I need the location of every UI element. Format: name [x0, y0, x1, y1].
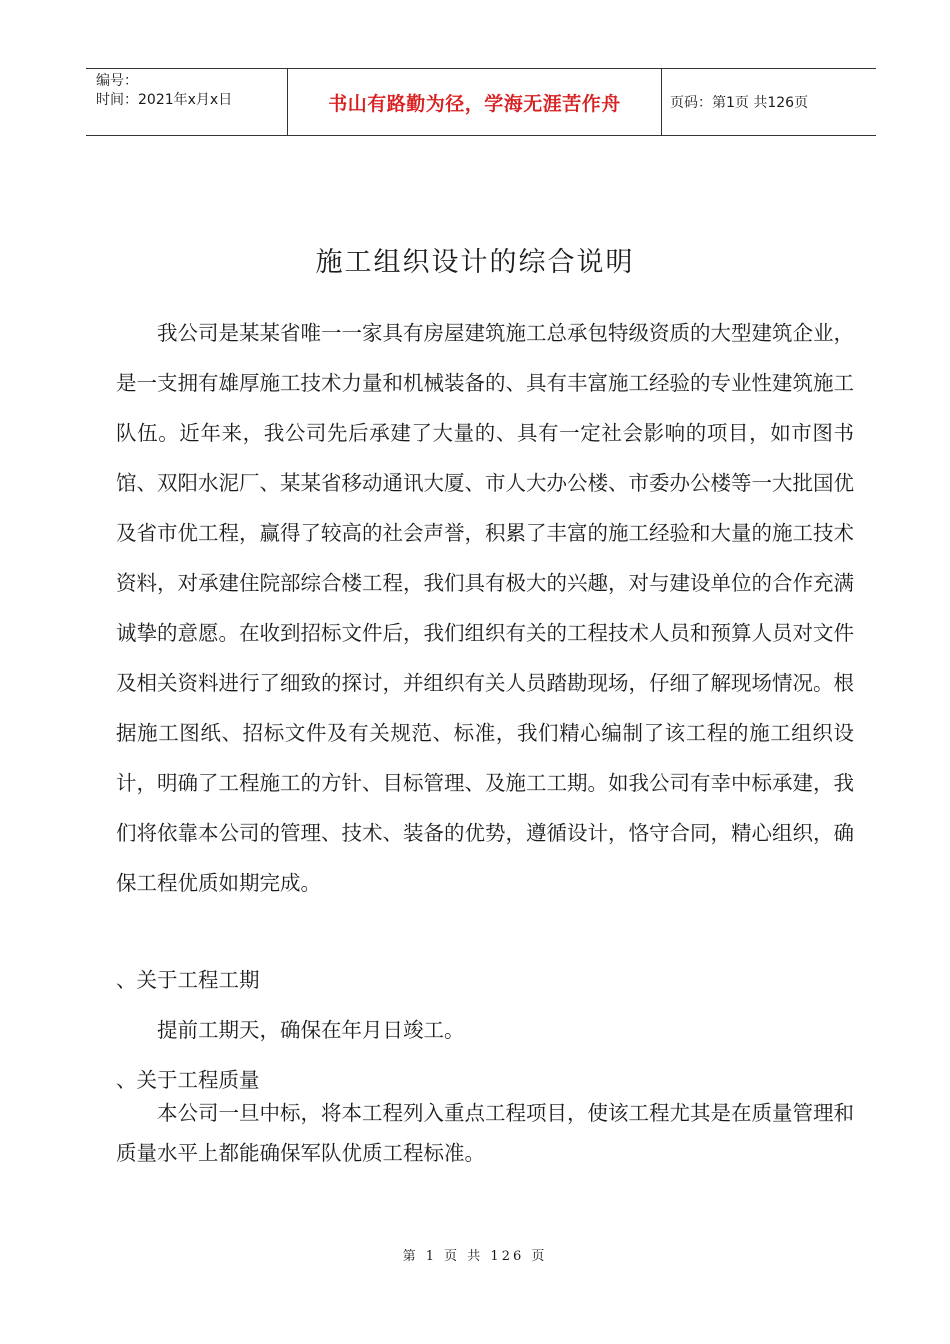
number-label: 编号： — [96, 73, 138, 89]
section-text-schedule: 提前工期天，确保在年月日竣工。 — [157, 1018, 465, 1042]
document-title: 施工组织设计的综合说明 — [315, 247, 635, 278]
time-label: 时间：2021年x月x日 — [96, 92, 233, 108]
page-number-cell — [662, 69, 876, 135]
page-footer: 第 1 页 共 126 页 — [402, 1249, 548, 1264]
header-info-cell — [86, 69, 288, 135]
section-heading-schedule: 、关于工程工期 — [116, 968, 260, 992]
section-text-quality: 本公司一旦中标，将本工程列入重点工程项目，使该工程尤其是在质量管理和质量水平上都能确保军队优质工程标准。 — [116, 1101, 854, 1165]
intro-paragraph: 我公司是某某省唯一一家具有房屋建筑施工总承包特级资质的大型建筑企业，是一支拥有雄厚施工技术力量和机械装备的、具有丰富施工经验的专业性建筑施工队伍。近年来，我公司先后承建了大量的、具有一定社会影响的项目，如市图书馆、双阳水泥厂、某某省移动通讯大厦、市人大办公楼、市委办公楼等一大批国优及省市优工程，赢得了较高的社会声誉，积累了丰富的施工经验和大量的施工技术资料，对承建住院部综合楼工程，我们具有极大的兴趣，对与建设单位的合作充满诚挚的意愿。在收到招标文件后，我们组织有关的工程技术人员和预算人员对文件及相关资料进行了细致的探讨，并组织有关人员踏勘现场，仔细了解现场情况。根据施工图纸、招标文件及有关规范、标准，我们精心编制了该工程的施工组织设计，明确了工程施工的方针、目标管理、及施工工期。如我公司有幸中标承建，我们将依靠本公司的管理、技术、装备的优势，遵循设计，恪守合同，精心组织，确保工程优质如期完成。 — [116, 321, 854, 895]
motto-cell — [288, 69, 662, 135]
section-heading-quality: 、关于工程质量 — [116, 1068, 260, 1092]
motto-text: 书山有路勤为径，学海无涯苦作舟 — [328, 92, 621, 115]
page-label: 页码：第1页 共126页 — [670, 95, 809, 111]
header-table — [86, 68, 876, 136]
